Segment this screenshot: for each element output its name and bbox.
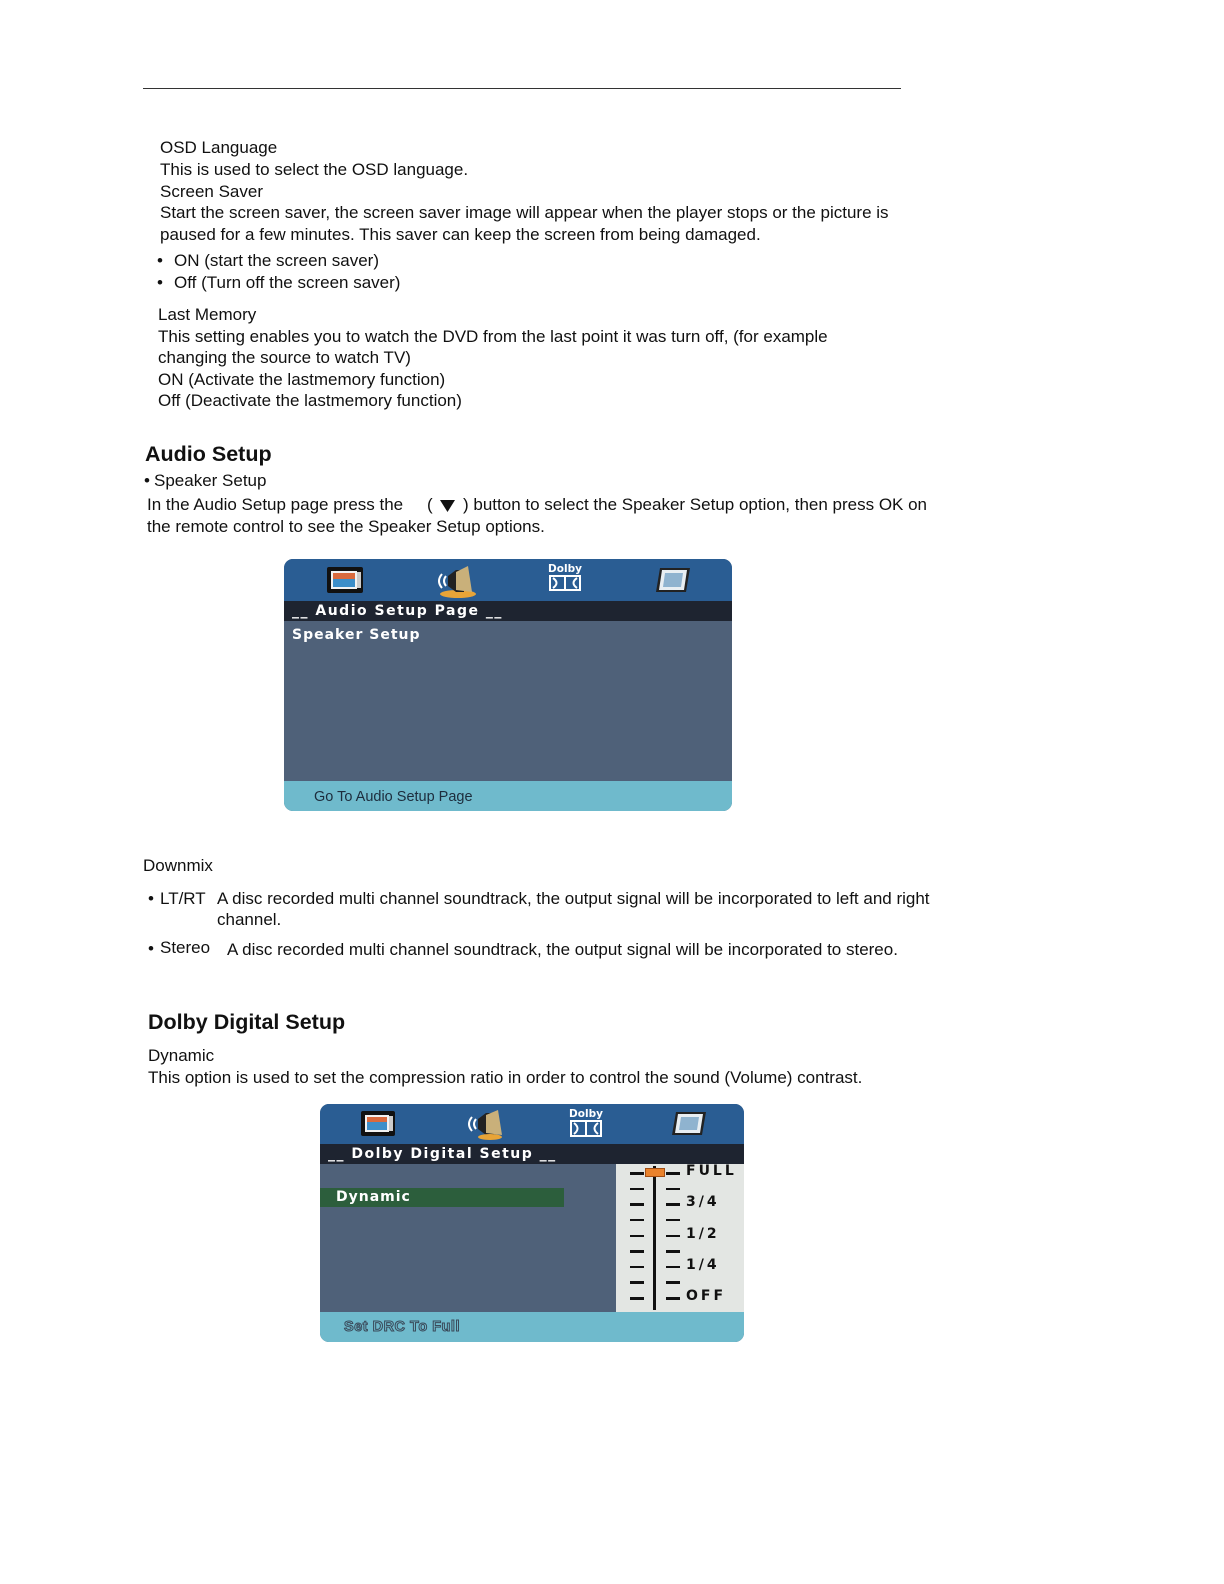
stereo-label: Stereo xyxy=(160,938,211,957)
dolby-dd-icon xyxy=(570,1120,602,1137)
audio-setup-tab-icon[interactable] xyxy=(466,1108,506,1141)
dynamic-subheading: Dynamic xyxy=(148,1046,215,1065)
last-memory-line4: Off (Deactivate the lastmemory function) xyxy=(158,391,462,410)
preference-tab-icon[interactable] xyxy=(670,1110,708,1137)
title-dash: __ xyxy=(533,1146,557,1162)
general-setup-tab-icon[interactable] xyxy=(326,566,364,594)
downmix-heading: Downmix xyxy=(143,856,213,875)
drc-tick-right xyxy=(666,1172,680,1175)
osd-status-text: Set DRC To Full xyxy=(344,1319,460,1335)
title-dash: __ xyxy=(479,603,503,619)
osd-status-bar xyxy=(320,1312,744,1342)
drc-slider-panel[interactable] xyxy=(616,1164,744,1312)
osd-title-bar xyxy=(284,601,732,621)
audio-setup-osd-screen xyxy=(284,559,732,811)
dynamic-highlight-bar[interactable] xyxy=(320,1188,564,1207)
dolby-tab-label: Dolby xyxy=(569,1108,603,1120)
drc-level-label: 1/2 xyxy=(686,1225,720,1242)
stereo-text: A disc recorded multi channel soundtrack, the output signal will be incorporated to stereo. xyxy=(227,940,898,959)
bullet-icon: • xyxy=(144,471,150,490)
dynamic-text: This option is used to set the compression ratio in order to control the sound (Volume) contrast. xyxy=(148,1068,863,1087)
last-memory-heading: Last Memory xyxy=(158,305,257,324)
general-setup-tab-icon[interactable] xyxy=(360,1110,396,1137)
osd-page-title: Audio Setup Page xyxy=(315,603,480,619)
open-paren: ( xyxy=(427,495,433,514)
title-dash: __ xyxy=(292,603,316,619)
title-dash: __ xyxy=(328,1146,352,1162)
ltrt-line2: channel. xyxy=(217,910,282,929)
dolby-digital-heading: Dolby Digital Setup xyxy=(148,1010,346,1034)
drc-level-label: 1/4 xyxy=(686,1256,720,1273)
dolby-tab-label: Dolby xyxy=(548,563,582,575)
audio-setup-line2: the remote control to see the Speaker Setup options. xyxy=(147,517,545,536)
osd-status-text: Go To Audio Setup Page xyxy=(314,789,473,805)
last-memory-line2: changing the source to watch TV) xyxy=(158,348,411,367)
bullet-icon: • xyxy=(157,273,163,292)
speaker-setup-menu-item[interactable]: Speaker Setup xyxy=(292,627,421,643)
osd-language-text: This is used to select the OSD language. xyxy=(160,160,469,179)
drc-tick-left xyxy=(630,1297,644,1300)
audio-setup-line1a: In the Audio Setup page press the xyxy=(147,495,404,514)
screen-saver-line2: paused for a few minutes. This saver can keep the screen from being damaged. xyxy=(160,225,761,244)
screen-saver-bullet-on: ON (start the screen saver) xyxy=(174,251,380,270)
drc-tick-left xyxy=(630,1235,644,1238)
dolby-dd-icon xyxy=(549,575,581,591)
drc-tick-right xyxy=(666,1235,680,1238)
osd-icon-bar xyxy=(284,559,732,601)
bullet-icon: • xyxy=(148,939,154,958)
drc-tick-left xyxy=(630,1250,644,1253)
osd-page-title: Dolby Digital Setup xyxy=(351,1146,534,1162)
osd-title-bar xyxy=(320,1144,744,1164)
osd-status-bar xyxy=(284,781,732,811)
drc-tick-right xyxy=(666,1281,680,1284)
screen-saver-bullet-off: Off (Turn off the screen saver) xyxy=(174,273,401,292)
audio-setup-tab-icon[interactable] xyxy=(434,564,478,598)
drc-tick-left xyxy=(630,1172,644,1175)
dolby-digital-osd-screen xyxy=(320,1104,744,1342)
down-arrow-icon xyxy=(440,500,455,512)
ltrt-label: LT/RT xyxy=(160,889,206,908)
drc-tick-left xyxy=(630,1203,644,1206)
screen-saver-heading: Screen Saver xyxy=(160,182,263,201)
bullet-icon: • xyxy=(157,251,163,270)
header-rule xyxy=(143,88,901,89)
drc-tick-right xyxy=(666,1188,680,1191)
bullet-icon: • xyxy=(148,889,154,908)
drc-tick-left xyxy=(630,1281,644,1284)
speaker-setup-subheading: Speaker Setup xyxy=(154,471,267,490)
dolby-tab[interactable] xyxy=(546,564,584,594)
drc-tick-left xyxy=(630,1266,644,1269)
dynamic-menu-item: Dynamic xyxy=(336,1189,411,1205)
preference-tab-icon[interactable] xyxy=(654,566,692,594)
drc-level-label: 3/4 xyxy=(686,1194,720,1211)
drc-tick-right xyxy=(666,1297,680,1300)
drc-tick-left xyxy=(630,1219,644,1222)
screen-saver-line1: Start the screen saver, the screen saver image will appear when the player stops or the picture is xyxy=(160,203,889,222)
drc-tick-right xyxy=(666,1266,680,1269)
drc-slider-track xyxy=(653,1166,656,1310)
last-memory-line3: ON (Activate the lastmemory function) xyxy=(158,370,446,389)
audio-setup-heading: Audio Setup xyxy=(145,442,272,466)
drc-level-label: FULL xyxy=(686,1163,737,1179)
audio-setup-line1b: ) button to select the Speaker Setup option, then press OK on xyxy=(463,495,928,514)
drc-tick-right xyxy=(666,1219,680,1222)
osd-language-heading: OSD Language xyxy=(160,138,278,157)
osd-icon-bar xyxy=(320,1104,744,1144)
drc-slider-knob[interactable] xyxy=(645,1168,665,1177)
drc-tick-right xyxy=(666,1203,680,1206)
drc-level-label: OFF xyxy=(686,1288,727,1304)
ltrt-line1: A disc recorded multi channel soundtrack, the output signal will be incorporated to left and right xyxy=(217,889,930,908)
last-memory-line1: This setting enables you to watch the DVD from the last point it was turn off, (for example xyxy=(158,327,828,346)
drc-tick-right xyxy=(666,1250,680,1253)
dolby-tab[interactable] xyxy=(567,1109,605,1140)
drc-tick-left xyxy=(630,1188,644,1191)
